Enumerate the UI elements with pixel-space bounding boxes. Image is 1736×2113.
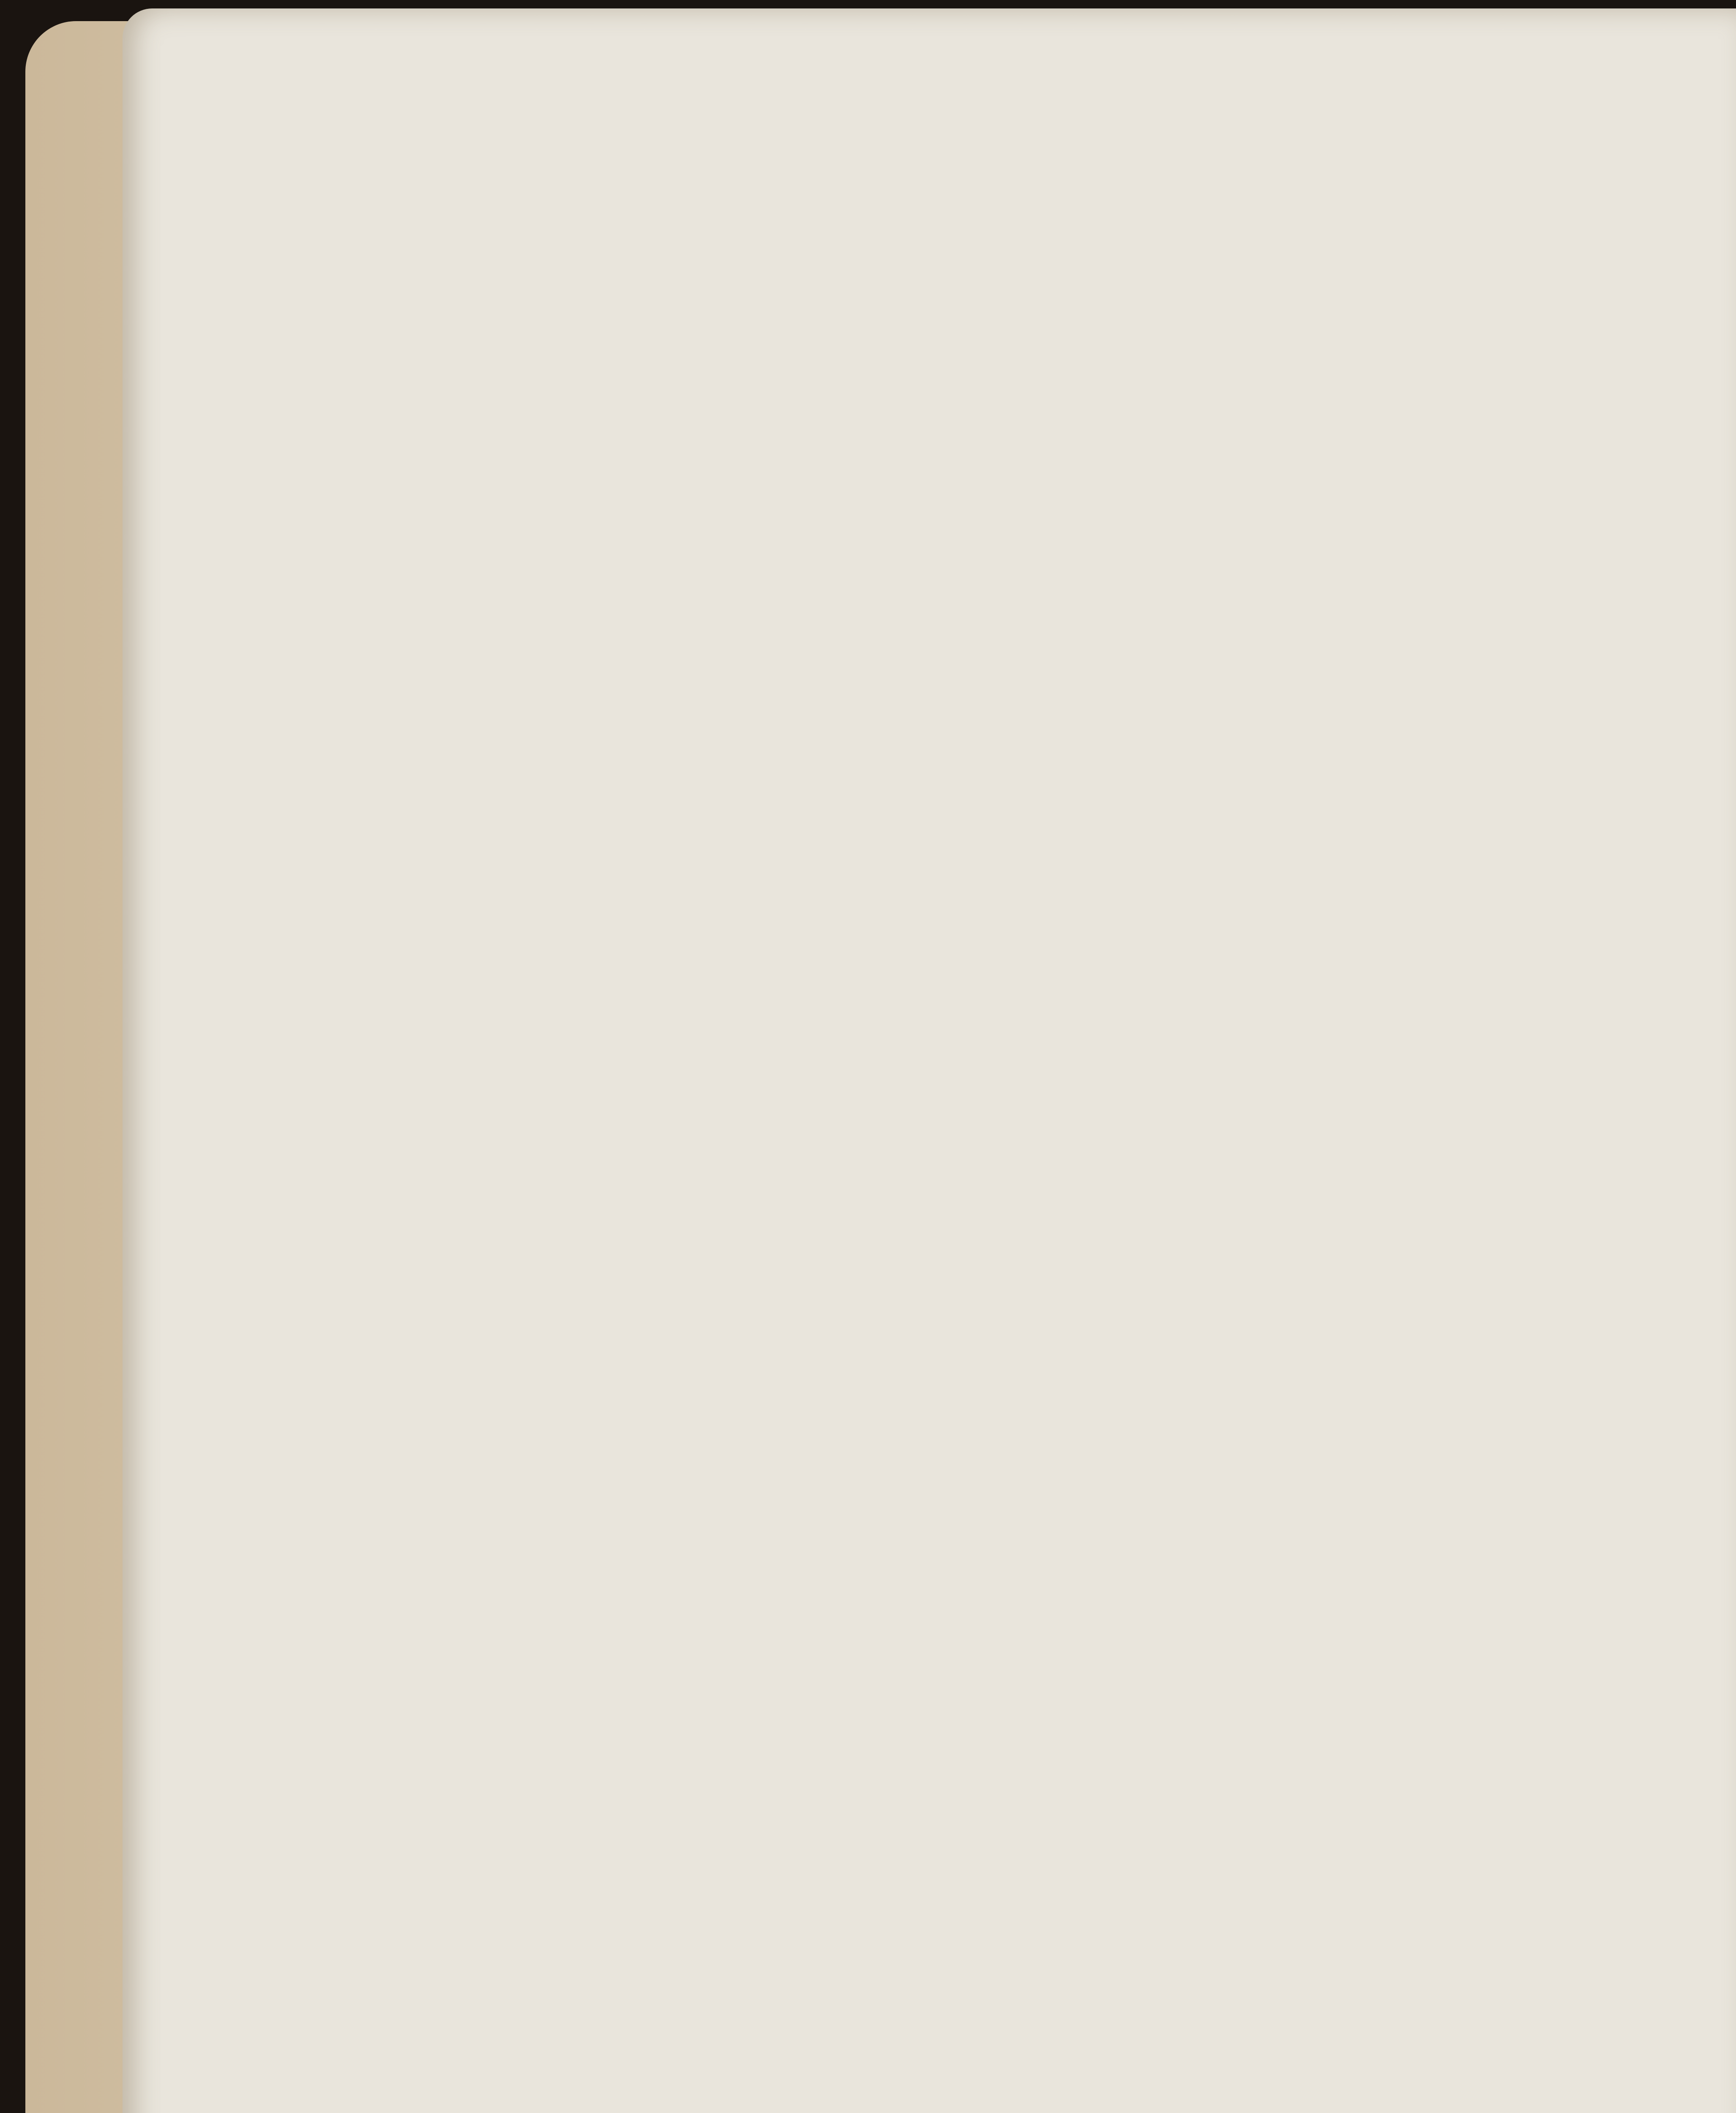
page-content bbox=[146, 106, 1709, 228]
book-page bbox=[123, 8, 1736, 2113]
